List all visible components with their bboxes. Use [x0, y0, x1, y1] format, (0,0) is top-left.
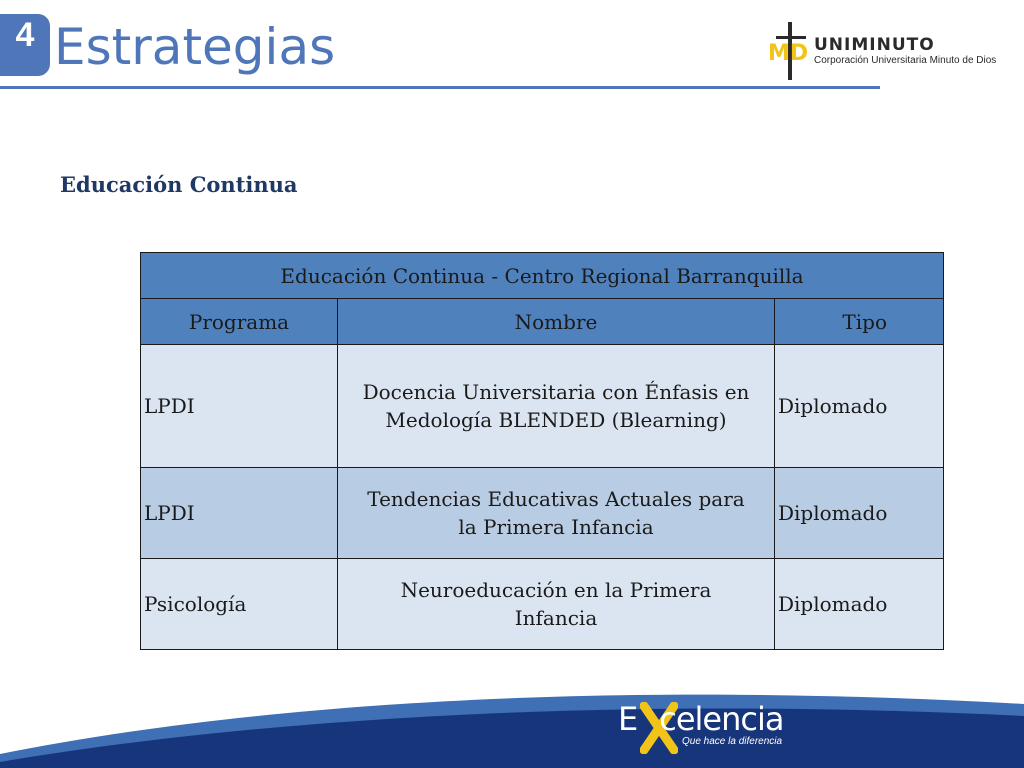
title-divider: [0, 86, 880, 89]
cell-tipo: Diplomado: [775, 468, 944, 559]
md-cross-logo-icon: [768, 22, 812, 80]
slide-number-badge: [0, 14, 50, 76]
excelencia-logo-text: [618, 700, 783, 738]
logo-subtitle: Corporación Universitaria Minuto de Dios: [814, 55, 997, 66]
table-row: [141, 559, 944, 650]
table-caption-row: [141, 253, 944, 299]
excelencia-e: E: [618, 700, 638, 738]
table-row: [141, 345, 944, 468]
cell-nombre-line: Docencia Universitaria con Énfasis en: [362, 380, 750, 404]
cell-nombre-line: Tendencias Educativas Actuales para: [367, 487, 745, 511]
page-title: Estrategias: [54, 18, 336, 76]
cell-programa: LPDI: [141, 468, 338, 559]
table-header-row: [141, 299, 944, 345]
table-row: [141, 468, 944, 559]
cell-tipo: Diplomado: [775, 345, 944, 468]
logo-mark-text: MD: [768, 41, 809, 66]
cell-tipo: Diplomado: [775, 559, 944, 650]
cell-nombre-line: Neuroeducación en la Primera: [400, 578, 712, 602]
column-header-tipo: Tipo: [775, 299, 944, 345]
excelencia-tagline: Que hace la diferencia: [682, 736, 783, 747]
cell-programa: LPDI: [141, 345, 338, 468]
column-header-programa: Programa: [141, 299, 338, 345]
cell-programa: Psicología: [141, 559, 338, 650]
programs-table: [140, 252, 944, 650]
slide-number: 4: [15, 16, 35, 54]
excelencia-rest: celencia: [659, 700, 784, 738]
uniminuto-logo: [768, 22, 998, 82]
cell-nombre-line: Medología BLENDED (Blearning): [385, 408, 727, 432]
table-caption: Educación Continua - Centro Regional Barranquilla: [141, 253, 944, 299]
cell-nombre-line: la Primera Infancia: [458, 515, 654, 539]
cell-nombre: [338, 345, 775, 468]
cell-nombre: [338, 559, 775, 650]
column-header-nombre: Nombre: [338, 299, 775, 345]
footer-wave: [0, 684, 1024, 768]
section-subtitle: Educación Continua: [60, 172, 298, 197]
cell-nombre-line: Infancia: [514, 606, 598, 630]
cell-nombre: [338, 468, 775, 559]
logo-name: UNIMINUTO: [814, 35, 935, 55]
